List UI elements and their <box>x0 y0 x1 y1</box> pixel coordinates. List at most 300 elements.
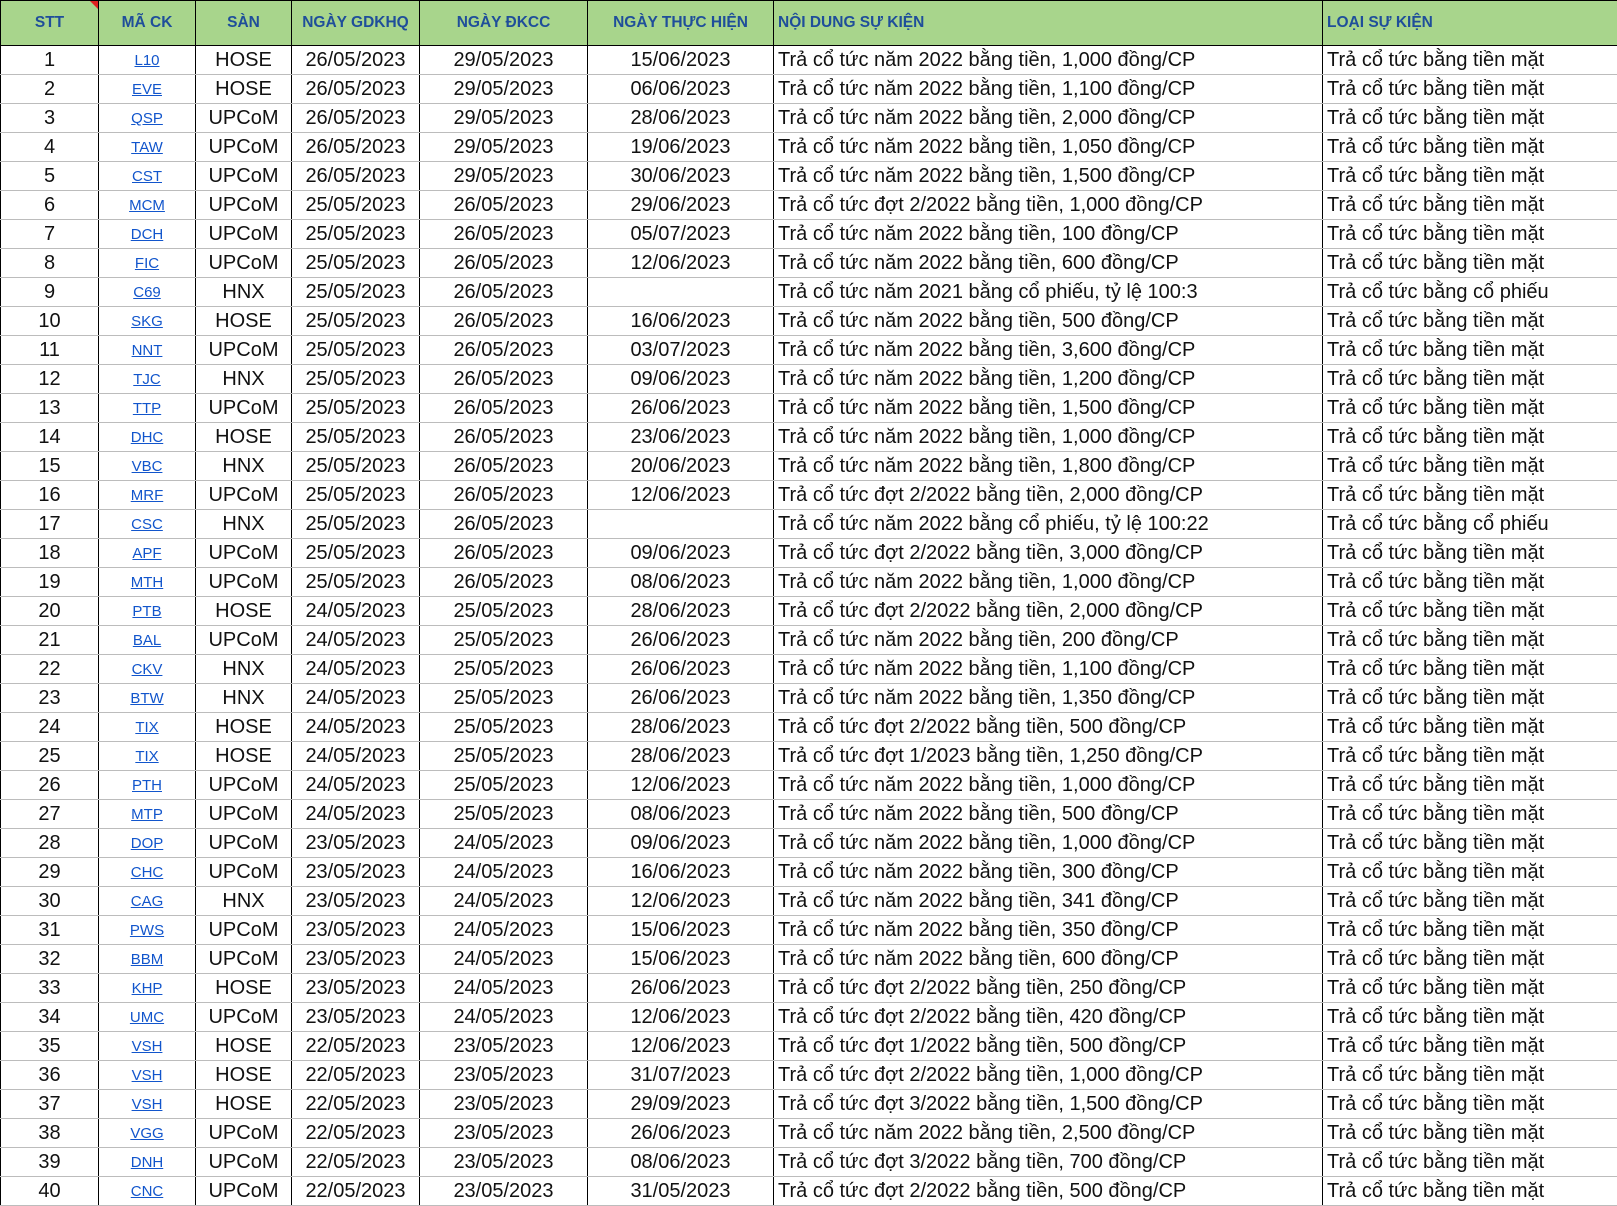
cell-payment-date[interactable]: 29/06/2023 <box>588 191 774 220</box>
cell-payment-date[interactable]: 26/06/2023 <box>588 655 774 684</box>
cell-ex-date[interactable]: 24/05/2023 <box>292 597 420 626</box>
cell-stt[interactable]: 28 <box>1 829 99 858</box>
cell-event-content[interactable]: Trả cổ tức đợt 3/2022 bằng tiền, 700 đồng/CP <box>774 1148 1323 1177</box>
cell-record-date[interactable]: 26/05/2023 <box>420 336 588 365</box>
cell-stock-code[interactable] <box>99 162 196 191</box>
cell-event-type[interactable]: Trả cổ tức bằng tiền mặt <box>1323 887 1617 916</box>
cell-event-type[interactable]: Trả cổ tức bằng tiền mặt <box>1323 162 1617 191</box>
cell-exchange[interactable]: HOSE <box>196 307 292 336</box>
cell-stt[interactable]: 16 <box>1 481 99 510</box>
cell-payment-date[interactable]: 09/06/2023 <box>588 365 774 394</box>
cell-record-date[interactable]: 29/05/2023 <box>420 75 588 104</box>
cell-stock-code[interactable] <box>99 974 196 1003</box>
cell-stock-code[interactable] <box>99 1032 196 1061</box>
cell-ex-date[interactable]: 22/05/2023 <box>292 1119 420 1148</box>
cell-record-date[interactable]: 29/05/2023 <box>420 46 588 75</box>
cell-exchange[interactable]: HOSE <box>196 1061 292 1090</box>
cell-record-date[interactable]: 26/05/2023 <box>420 307 588 336</box>
cell-event-type[interactable]: Trả cổ tức bằng tiền mặt <box>1323 539 1617 568</box>
cell-event-content[interactable]: Trả cổ tức năm 2022 bằng tiền, 600 đồng/CP <box>774 249 1323 278</box>
cell-record-date[interactable]: 26/05/2023 <box>420 510 588 539</box>
cell-event-type[interactable]: Trả cổ tức bằng tiền mặt <box>1323 423 1617 452</box>
cell-record-date[interactable]: 25/05/2023 <box>420 713 588 742</box>
cell-payment-date[interactable]: 12/06/2023 <box>588 1003 774 1032</box>
cell-event-content[interactable]: Trả cổ tức đợt 2/2022 bằng tiền, 2,000 đồng/CP <box>774 597 1323 626</box>
cell-record-date[interactable]: 25/05/2023 <box>420 626 588 655</box>
cell-stt[interactable]: 10 <box>1 307 99 336</box>
cell-record-date[interactable]: 26/05/2023 <box>420 365 588 394</box>
cell-event-content[interactable]: Trả cổ tức năm 2022 bằng tiền, 1,800 đồng/CP <box>774 452 1323 481</box>
cell-record-date[interactable]: 24/05/2023 <box>420 916 588 945</box>
cell-payment-date[interactable]: 28/06/2023 <box>588 597 774 626</box>
cell-record-date[interactable]: 23/05/2023 <box>420 1119 588 1148</box>
stock-code-link[interactable]: CAG <box>131 893 164 910</box>
stock-code-link[interactable]: PTH <box>132 777 162 794</box>
cell-stock-code[interactable] <box>99 452 196 481</box>
cell-payment-date[interactable]: 19/06/2023 <box>588 133 774 162</box>
cell-event-type[interactable]: Trả cổ tức bằng tiền mặt <box>1323 104 1617 133</box>
cell-stock-code[interactable] <box>99 626 196 655</box>
cell-payment-date[interactable]: 16/06/2023 <box>588 307 774 336</box>
cell-record-date[interactable]: 25/05/2023 <box>420 684 588 713</box>
cell-ex-date[interactable]: 24/05/2023 <box>292 655 420 684</box>
cell-event-type[interactable]: Trả cổ tức bằng tiền mặt <box>1323 945 1617 974</box>
cell-payment-date[interactable]: 08/06/2023 <box>588 800 774 829</box>
cell-event-type[interactable]: Trả cổ tức bằng tiền mặt <box>1323 220 1617 249</box>
cell-payment-date[interactable]: 31/07/2023 <box>588 1061 774 1090</box>
cell-exchange[interactable]: HOSE <box>196 1090 292 1119</box>
cell-event-type[interactable]: Trả cổ tức bằng tiền mặt <box>1323 481 1617 510</box>
stock-code-link[interactable]: L10 <box>134 52 159 69</box>
cell-stock-code[interactable] <box>99 945 196 974</box>
stock-code-link[interactable]: VSH <box>132 1067 163 1084</box>
cell-event-type[interactable]: Trả cổ tức bằng tiền mặt <box>1323 742 1617 771</box>
cell-ex-date[interactable]: 25/05/2023 <box>292 278 420 307</box>
cell-record-date[interactable]: 26/05/2023 <box>420 220 588 249</box>
cell-payment-date[interactable]: 12/06/2023 <box>588 249 774 278</box>
cell-record-date[interactable]: 25/05/2023 <box>420 655 588 684</box>
cell-event-type[interactable]: Trả cổ tức bằng tiền mặt <box>1323 597 1617 626</box>
cell-stt[interactable]: 39 <box>1 1148 99 1177</box>
cell-stt[interactable]: 14 <box>1 423 99 452</box>
cell-ex-date[interactable]: 24/05/2023 <box>292 684 420 713</box>
cell-event-type[interactable]: Trả cổ tức bằng tiền mặt <box>1323 133 1617 162</box>
cell-payment-date[interactable] <box>588 510 774 539</box>
cell-ex-date[interactable]: 25/05/2023 <box>292 336 420 365</box>
cell-exchange[interactable]: HNX <box>196 452 292 481</box>
cell-payment-date[interactable]: 23/06/2023 <box>588 423 774 452</box>
cell-ex-date[interactable]: 26/05/2023 <box>292 162 420 191</box>
cell-payment-date[interactable]: 28/06/2023 <box>588 104 774 133</box>
cell-exchange[interactable]: HOSE <box>196 75 292 104</box>
cell-payment-date[interactable]: 28/06/2023 <box>588 713 774 742</box>
cell-exchange[interactable]: HOSE <box>196 423 292 452</box>
cell-stock-code[interactable] <box>99 1177 196 1206</box>
cell-record-date[interactable]: 24/05/2023 <box>420 945 588 974</box>
cell-stt[interactable]: 31 <box>1 916 99 945</box>
cell-ex-date[interactable]: 23/05/2023 <box>292 1003 420 1032</box>
cell-event-content[interactable]: Trả cổ tức năm 2022 bằng tiền, 1,000 đồng/CP <box>774 771 1323 800</box>
cell-ex-date[interactable]: 23/05/2023 <box>292 974 420 1003</box>
cell-stt[interactable]: 18 <box>1 539 99 568</box>
cell-stock-code[interactable] <box>99 800 196 829</box>
cell-event-content[interactable]: Trả cổ tức năm 2022 bằng tiền, 350 đồng/CP <box>774 916 1323 945</box>
cell-record-date[interactable]: 25/05/2023 <box>420 771 588 800</box>
cell-exchange[interactable]: UPCoM <box>196 394 292 423</box>
cell-record-date[interactable]: 26/05/2023 <box>420 452 588 481</box>
cell-ex-date[interactable]: 25/05/2023 <box>292 249 420 278</box>
cell-record-date[interactable]: 26/05/2023 <box>420 568 588 597</box>
cell-event-content[interactable]: Trả cổ tức năm 2022 bằng tiền, 1,350 đồng/CP <box>774 684 1323 713</box>
cell-exchange[interactable]: UPCoM <box>196 916 292 945</box>
cell-stock-code[interactable] <box>99 104 196 133</box>
header-event-type[interactable]: LOẠI SỰ KIỆN <box>1323 1 1617 46</box>
cell-stt[interactable]: 26 <box>1 771 99 800</box>
cell-stt[interactable]: 23 <box>1 684 99 713</box>
cell-payment-date[interactable]: 26/06/2023 <box>588 394 774 423</box>
cell-exchange[interactable]: HOSE <box>196 713 292 742</box>
cell-stock-code[interactable] <box>99 1003 196 1032</box>
cell-stock-code[interactable] <box>99 307 196 336</box>
cell-stock-code[interactable] <box>99 916 196 945</box>
cell-payment-date[interactable]: 08/06/2023 <box>588 568 774 597</box>
cell-event-content[interactable]: Trả cổ tức năm 2022 bằng tiền, 500 đồng/CP <box>774 307 1323 336</box>
cell-payment-date[interactable]: 16/06/2023 <box>588 858 774 887</box>
cell-event-type[interactable]: Trả cổ tức bằng tiền mặt <box>1323 191 1617 220</box>
cell-payment-date[interactable]: 26/06/2023 <box>588 974 774 1003</box>
cell-payment-date[interactable]: 09/06/2023 <box>588 539 774 568</box>
cell-exchange[interactable]: HOSE <box>196 46 292 75</box>
cell-event-content[interactable]: Trả cổ tức năm 2022 bằng tiền, 1,100 đồng/CP <box>774 655 1323 684</box>
stock-code-link[interactable]: VGG <box>130 1125 163 1142</box>
cell-exchange[interactable]: UPCoM <box>196 220 292 249</box>
cell-record-date[interactable]: 23/05/2023 <box>420 1061 588 1090</box>
cell-exchange[interactable]: UPCoM <box>196 133 292 162</box>
cell-event-content[interactable]: Trả cổ tức năm 2022 bằng tiền, 341 đồng/CP <box>774 887 1323 916</box>
stock-code-link[interactable]: DHC <box>131 429 164 446</box>
cell-record-date[interactable]: 29/05/2023 <box>420 133 588 162</box>
cell-stt[interactable]: 37 <box>1 1090 99 1119</box>
cell-event-type[interactable]: Trả cổ tức bằng tiền mặt <box>1323 365 1617 394</box>
cell-exchange[interactable]: UPCoM <box>196 771 292 800</box>
cell-event-content[interactable]: Trả cổ tức đợt 2/2022 bằng tiền, 1,000 đồng/CP <box>774 191 1323 220</box>
cell-event-type[interactable]: Trả cổ tức bằng tiền mặt <box>1323 394 1617 423</box>
cell-event-content[interactable]: Trả cổ tức đợt 1/2023 bằng tiền, 1,250 đồng/CP <box>774 742 1323 771</box>
cell-payment-date[interactable]: 12/06/2023 <box>588 481 774 510</box>
stock-code-link[interactable]: CKV <box>132 661 163 678</box>
cell-event-content[interactable]: Trả cổ tức đợt 3/2022 bằng tiền, 1,500 đồng/CP <box>774 1090 1323 1119</box>
cell-stt[interactable]: 5 <box>1 162 99 191</box>
stock-code-link[interactable]: KHP <box>132 980 163 997</box>
stock-code-link[interactable]: VSH <box>132 1038 163 1055</box>
cell-record-date[interactable]: 24/05/2023 <box>420 858 588 887</box>
stock-code-link[interactable]: PWS <box>130 922 164 939</box>
cell-stt[interactable]: 11 <box>1 336 99 365</box>
cell-payment-date[interactable]: 03/07/2023 <box>588 336 774 365</box>
stock-code-link[interactable]: QSP <box>131 110 163 127</box>
cell-ex-date[interactable]: 26/05/2023 <box>292 133 420 162</box>
cell-event-type[interactable]: Trả cổ tức bằng tiền mặt <box>1323 1032 1617 1061</box>
cell-ex-date[interactable]: 23/05/2023 <box>292 945 420 974</box>
cell-event-type[interactable]: Trả cổ tức bằng tiền mặt <box>1323 46 1617 75</box>
cell-exchange[interactable]: UPCoM <box>196 481 292 510</box>
cell-ex-date[interactable]: 25/05/2023 <box>292 510 420 539</box>
cell-stock-code[interactable] <box>99 46 196 75</box>
cell-event-content[interactable]: Trả cổ tức năm 2022 bằng tiền, 1,100 đồng/CP <box>774 75 1323 104</box>
cell-stt[interactable]: 27 <box>1 800 99 829</box>
cell-ex-date[interactable]: 25/05/2023 <box>292 568 420 597</box>
cell-exchange[interactable]: UPCoM <box>196 162 292 191</box>
cell-record-date[interactable]: 26/05/2023 <box>420 394 588 423</box>
cell-event-content[interactable]: Trả cổ tức năm 2022 bằng tiền, 600 đồng/CP <box>774 945 1323 974</box>
cell-event-content[interactable]: Trả cổ tức đợt 1/2022 bằng tiền, 500 đồng/CP <box>774 1032 1323 1061</box>
cell-ex-date[interactable]: 25/05/2023 <box>292 539 420 568</box>
cell-payment-date[interactable]: 28/06/2023 <box>588 742 774 771</box>
cell-stock-code[interactable] <box>99 1061 196 1090</box>
header-record-date[interactable]: NGÀY ĐKCC <box>420 1 588 46</box>
cell-record-date[interactable]: 26/05/2023 <box>420 191 588 220</box>
cell-ex-date[interactable]: 25/05/2023 <box>292 423 420 452</box>
cell-stt[interactable]: 13 <box>1 394 99 423</box>
cell-event-content[interactable]: Trả cổ tức năm 2022 bằng tiền, 1,000 đồng/CP <box>774 423 1323 452</box>
cell-stock-code[interactable] <box>99 1090 196 1119</box>
cell-stock-code[interactable] <box>99 336 196 365</box>
stock-code-link[interactable]: MCM <box>129 197 165 214</box>
cell-payment-date[interactable]: 15/06/2023 <box>588 945 774 974</box>
cell-exchange[interactable]: UPCoM <box>196 945 292 974</box>
cell-event-content[interactable]: Trả cổ tức đợt 2/2022 bằng tiền, 3,000 đồng/CP <box>774 539 1323 568</box>
stock-code-link[interactable]: VBC <box>132 458 163 475</box>
cell-stt[interactable]: 15 <box>1 452 99 481</box>
cell-record-date[interactable]: 26/05/2023 <box>420 249 588 278</box>
cell-event-content[interactable]: Trả cổ tức đợt 2/2022 bằng tiền, 250 đồng/CP <box>774 974 1323 1003</box>
cell-stock-code[interactable] <box>99 829 196 858</box>
stock-code-link[interactable]: EVE <box>132 81 162 98</box>
cell-event-type[interactable]: Trả cổ tức bằng tiền mặt <box>1323 307 1617 336</box>
cell-ex-date[interactable]: 22/05/2023 <box>292 1032 420 1061</box>
cell-event-type[interactable]: Trả cổ tức bằng cổ phiếu <box>1323 510 1617 539</box>
cell-exchange[interactable]: HOSE <box>196 1032 292 1061</box>
cell-payment-date[interactable]: 26/06/2023 <box>588 684 774 713</box>
cell-ex-date[interactable]: 25/05/2023 <box>292 307 420 336</box>
cell-stock-code[interactable] <box>99 510 196 539</box>
cell-stock-code[interactable] <box>99 568 196 597</box>
cell-event-content[interactable]: Trả cổ tức năm 2022 bằng tiền, 3,600 đồng/CP <box>774 336 1323 365</box>
cell-ex-date[interactable]: 25/05/2023 <box>292 394 420 423</box>
cell-stt[interactable]: 2 <box>1 75 99 104</box>
cell-exchange[interactable]: HNX <box>196 510 292 539</box>
cell-exchange[interactable]: UPCoM <box>196 191 292 220</box>
cell-stt[interactable]: 38 <box>1 1119 99 1148</box>
cell-ex-date[interactable]: 25/05/2023 <box>292 191 420 220</box>
stock-code-link[interactable]: CSC <box>131 516 163 533</box>
cell-event-type[interactable]: Trả cổ tức bằng cổ phiếu <box>1323 278 1617 307</box>
cell-payment-date[interactable]: 29/09/2023 <box>588 1090 774 1119</box>
cell-event-content[interactable]: Trả cổ tức năm 2022 bằng tiền, 1,000 đồng/CP <box>774 46 1323 75</box>
cell-payment-date[interactable]: 31/05/2023 <box>588 1177 774 1206</box>
cell-ex-date[interactable]: 25/05/2023 <box>292 452 420 481</box>
cell-stt[interactable]: 21 <box>1 626 99 655</box>
cell-record-date[interactable]: 25/05/2023 <box>420 597 588 626</box>
cell-exchange[interactable]: HNX <box>196 365 292 394</box>
cell-stt[interactable]: 20 <box>1 597 99 626</box>
cell-event-type[interactable]: Trả cổ tức bằng tiền mặt <box>1323 1090 1617 1119</box>
cell-event-type[interactable]: Trả cổ tức bằng tiền mặt <box>1323 684 1617 713</box>
cell-record-date[interactable]: 23/05/2023 <box>420 1032 588 1061</box>
stock-code-link[interactable]: MTP <box>131 806 163 823</box>
cell-exchange[interactable]: UPCoM <box>196 829 292 858</box>
cell-stock-code[interactable] <box>99 133 196 162</box>
cell-event-type[interactable]: Trả cổ tức bằng tiền mặt <box>1323 249 1617 278</box>
cell-payment-date[interactable]: 26/06/2023 <box>588 626 774 655</box>
cell-event-content[interactable]: Trả cổ tức năm 2022 bằng tiền, 1,500 đồng/CP <box>774 394 1323 423</box>
cell-ex-date[interactable]: 24/05/2023 <box>292 742 420 771</box>
cell-stock-code[interactable] <box>99 771 196 800</box>
cell-stock-code[interactable] <box>99 858 196 887</box>
cell-stt[interactable]: 36 <box>1 1061 99 1090</box>
cell-event-content[interactable]: Trả cổ tức năm 2022 bằng tiền, 2,500 đồng/CP <box>774 1119 1323 1148</box>
cell-record-date[interactable]: 23/05/2023 <box>420 1090 588 1119</box>
cell-stock-code[interactable] <box>99 887 196 916</box>
cell-ex-date[interactable]: 23/05/2023 <box>292 916 420 945</box>
cell-record-date[interactable]: 23/05/2023 <box>420 1148 588 1177</box>
cell-record-date[interactable]: 29/05/2023 <box>420 162 588 191</box>
stock-code-link[interactable]: BAL <box>133 632 161 649</box>
cell-stock-code[interactable] <box>99 249 196 278</box>
cell-exchange[interactable]: UPCoM <box>196 1003 292 1032</box>
cell-stock-code[interactable] <box>99 539 196 568</box>
stock-code-link[interactable]: BTW <box>130 690 163 707</box>
cell-payment-date[interactable]: 15/06/2023 <box>588 916 774 945</box>
cell-exchange[interactable]: HOSE <box>196 597 292 626</box>
cell-ex-date[interactable]: 23/05/2023 <box>292 887 420 916</box>
cell-event-content[interactable]: Trả cổ tức năm 2022 bằng tiền, 2,000 đồng/CP <box>774 104 1323 133</box>
stock-code-link[interactable]: TAW <box>131 139 163 156</box>
stock-code-link[interactable]: MTH <box>131 574 164 591</box>
cell-stock-code[interactable] <box>99 1148 196 1177</box>
cell-event-type[interactable]: Trả cổ tức bằng tiền mặt <box>1323 916 1617 945</box>
cell-exchange[interactable]: HNX <box>196 278 292 307</box>
cell-payment-date[interactable]: 15/06/2023 <box>588 46 774 75</box>
cell-stt[interactable]: 22 <box>1 655 99 684</box>
cell-record-date[interactable]: 29/05/2023 <box>420 104 588 133</box>
cell-exchange[interactable]: UPCoM <box>196 104 292 133</box>
cell-stock-code[interactable] <box>99 394 196 423</box>
cell-event-type[interactable]: Trả cổ tức bằng tiền mặt <box>1323 800 1617 829</box>
cell-event-type[interactable]: Trả cổ tức bằng tiền mặt <box>1323 1061 1617 1090</box>
cell-record-date[interactable]: 23/05/2023 <box>420 1177 588 1206</box>
stock-code-link[interactable]: TIX <box>135 748 158 765</box>
cell-event-type[interactable]: Trả cổ tức bằng tiền mặt <box>1323 1148 1617 1177</box>
cell-payment-date[interactable]: 08/06/2023 <box>588 1148 774 1177</box>
stock-code-link[interactable]: NNT <box>132 342 163 359</box>
stock-code-link[interactable]: DNH <box>131 1154 164 1171</box>
stock-code-link[interactable]: C69 <box>133 284 161 301</box>
cell-event-content[interactable]: Trả cổ tức năm 2022 bằng tiền, 200 đồng/CP <box>774 626 1323 655</box>
cell-event-type[interactable]: Trả cổ tức bằng tiền mặt <box>1323 452 1617 481</box>
cell-record-date[interactable]: 25/05/2023 <box>420 800 588 829</box>
cell-stock-code[interactable] <box>99 742 196 771</box>
cell-payment-date[interactable] <box>588 278 774 307</box>
cell-ex-date[interactable]: 25/05/2023 <box>292 365 420 394</box>
cell-stt[interactable]: 25 <box>1 742 99 771</box>
header-ex-date[interactable]: NGÀY GDKHQ <box>292 1 420 46</box>
cell-record-date[interactable]: 26/05/2023 <box>420 481 588 510</box>
header-payment-date[interactable]: NGÀY THỰC HIỆN <box>588 1 774 46</box>
cell-stt[interactable]: 6 <box>1 191 99 220</box>
cell-ex-date[interactable]: 22/05/2023 <box>292 1061 420 1090</box>
cell-event-type[interactable]: Trả cổ tức bằng tiền mặt <box>1323 1003 1617 1032</box>
cell-stock-code[interactable] <box>99 597 196 626</box>
cell-stt[interactable]: 12 <box>1 365 99 394</box>
cell-ex-date[interactable]: 22/05/2023 <box>292 1177 420 1206</box>
cell-payment-date[interactable]: 05/07/2023 <box>588 220 774 249</box>
cell-event-type[interactable]: Trả cổ tức bằng tiền mặt <box>1323 713 1617 742</box>
cell-payment-date[interactable]: 12/06/2023 <box>588 771 774 800</box>
header-stt[interactable] <box>1 1 99 46</box>
cell-payment-date[interactable]: 26/06/2023 <box>588 1119 774 1148</box>
cell-event-content[interactable]: Trả cổ tức năm 2022 bằng tiền, 300 đồng/CP <box>774 858 1323 887</box>
stock-code-link[interactable]: CHC <box>131 864 164 881</box>
cell-record-date[interactable]: 24/05/2023 <box>420 829 588 858</box>
cell-ex-date[interactable]: 26/05/2023 <box>292 104 420 133</box>
stock-code-link[interactable]: UMC <box>130 1009 164 1026</box>
cell-stock-code[interactable] <box>99 1119 196 1148</box>
cell-payment-date[interactable]: 12/06/2023 <box>588 1032 774 1061</box>
cell-exchange[interactable]: UPCoM <box>196 800 292 829</box>
cell-event-content[interactable]: Trả cổ tức đợt 2/2022 bằng tiền, 500 đồng/CP <box>774 713 1323 742</box>
stock-code-link[interactable]: FIC <box>135 255 159 272</box>
cell-ex-date[interactable]: 24/05/2023 <box>292 626 420 655</box>
stock-code-link[interactable]: VSH <box>132 1096 163 1113</box>
cell-event-type[interactable]: Trả cổ tức bằng tiền mặt <box>1323 858 1617 887</box>
cell-stt[interactable]: 32 <box>1 945 99 974</box>
cell-payment-date[interactable]: 30/06/2023 <box>588 162 774 191</box>
cell-event-type[interactable]: Trả cổ tức bằng tiền mặt <box>1323 655 1617 684</box>
stock-code-link[interactable]: DOP <box>131 835 164 852</box>
cell-exchange[interactable]: UPCoM <box>196 539 292 568</box>
cell-stt[interactable]: 29 <box>1 858 99 887</box>
cell-ex-date[interactable]: 23/05/2023 <box>292 829 420 858</box>
cell-stock-code[interactable] <box>99 75 196 104</box>
cell-ex-date[interactable]: 22/05/2023 <box>292 1148 420 1177</box>
cell-exchange[interactable]: UPCoM <box>196 336 292 365</box>
cell-stock-code[interactable] <box>99 713 196 742</box>
cell-event-content[interactable]: Trả cổ tức năm 2021 bằng cổ phiếu, tỷ lệ 100:3 <box>774 278 1323 307</box>
cell-ex-date[interactable]: 22/05/2023 <box>292 1090 420 1119</box>
cell-record-date[interactable]: 24/05/2023 <box>420 974 588 1003</box>
cell-ex-date[interactable]: 26/05/2023 <box>292 46 420 75</box>
cell-stt[interactable]: 34 <box>1 1003 99 1032</box>
cell-stock-code[interactable] <box>99 684 196 713</box>
cell-event-content[interactable]: Trả cổ tức năm 2022 bằng tiền, 1,500 đồng/CP <box>774 162 1323 191</box>
header-exchange[interactable]: SÀN <box>196 1 292 46</box>
cell-event-content[interactable]: Trả cổ tức đợt 2/2022 bằng tiền, 2,000 đồng/CP <box>774 481 1323 510</box>
cell-exchange[interactable]: HNX <box>196 887 292 916</box>
cell-stt[interactable]: 3 <box>1 104 99 133</box>
cell-event-content[interactable]: Trả cổ tức năm 2022 bằng tiền, 1,000 đồng/CP <box>774 829 1323 858</box>
header-code[interactable]: MÃ CK <box>99 1 196 46</box>
cell-event-content[interactable]: Trả cổ tức năm 2022 bằng tiền, 1,050 đồng/CP <box>774 133 1323 162</box>
cell-stt[interactable]: 7 <box>1 220 99 249</box>
stock-code-link[interactable]: PTB <box>132 603 161 620</box>
cell-exchange[interactable]: UPCoM <box>196 1177 292 1206</box>
stock-code-link[interactable]: MRF <box>131 487 164 504</box>
cell-record-date[interactable]: 24/05/2023 <box>420 887 588 916</box>
stock-code-link[interactable]: TIX <box>135 719 158 736</box>
cell-exchange[interactable]: HNX <box>196 684 292 713</box>
cell-event-content[interactable]: Trả cổ tức năm 2022 bằng tiền, 1,200 đồng/CP <box>774 365 1323 394</box>
